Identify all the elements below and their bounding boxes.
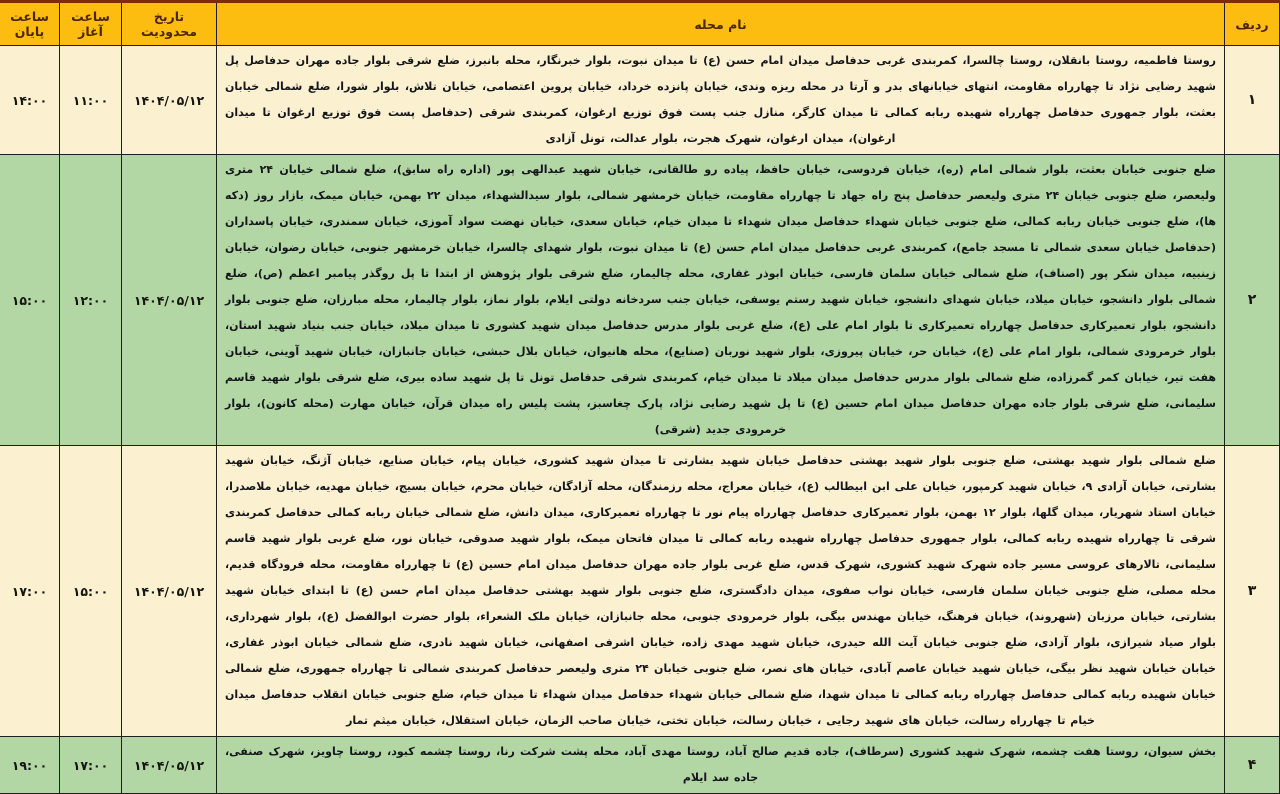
header-area-name: نام محله [217, 2, 1225, 46]
row-number-cell: ۳ [1225, 446, 1280, 737]
row-number-cell: ۴ [1225, 737, 1280, 794]
area-name-cell: بخش سیوان، روستا هفت چشمه، شهرک شهید کشوری (سرطاف)، جاده قدیم صالح آباد، روستا مهدی آباد، محله پشت شرکت رنا، روستا چشمه کبود، روستا چاویز، شهرک صنفی، جاده سد ایلام [217, 737, 1225, 794]
area-name-cell: ضلع شمالی بلوار شهید بهشتی، ضلع جنوبی بلوار شهید بهشتی حدفاصل خیابان شهید بشارتی تا میدان شهید کشوری، خیابان پیام، خیابان صنایع، خیابان آژنگ، خیابان شهید بشارتی، خیابان آزادی ۹، خیابان شهید کرمپور، خیابان علی ابن ابیطالب (ع)، خیابان معراج، محله رزمندگان، محله آزادگان، خیابان محرم، خیابان بسیج، خیابان مهدیه، خیابان ملاصدرا، خیابان استاد شهریار، میدان گلها، بلوار ۱۲ بهمن، بلوار تعمیرکاری حدفاصل چهارراه پیام نور تا چهارراه تعمیرکاری، میدان دانش، ضلع شمالی خیابان ربابه کمالی حدفاصل کمربندی شرقی تا چهارراه شهیده ربابه کمالی، بلوار جمهوری حدفاصل چهارراه شهیده ربابه کمالی تا میدان فاتحان میمک، بلوار شهید صدوقی، خیابان نور، ضلع غربی بلوار شهید قاسم سلیمانی، تالارهای عروسی مسیر جاده شهرک شهید کشوری، شهرک قدس، ضلع غربی بلوار جاده مهران حدفاصل میدان امام حسین (ع) تا چهارراه مقاومت، محله فرودگاه قدیم، محله مصلی، ضلع جنوبی خیابان سلمان فارسی، خیابان نواب صفوی، میدان دادگستری، ضلع جنوبی بلوار شهید بهشتی حدفاصل میدان امام حسن (ع) تا ابتدای خیابان شهید بشارتی، خیابان مرزبان (شهروند)، خیابان فرهنگ، خیابان مهندس بیگی، بلوار خرمرودی جنوبی، محله جانبازان، خیابان ملک الشعراء، بلوار حضرت ابوالفضل (ع)، بلوار شهرداری، بلوار صیاد شیرازی، بلوار آزادی، ضلع جنوبی خیابان آیت الله حیدری، خیابان شهید مهدی زاده، خیابان اشرفی اصفهانی، خیابان شهید نادری، ضلع شمالی خیابان ابوذر غفاری، خیابان خیابان شهید نظر بیگی، خیابان شهید خیابان عاصم آبادی، خیابان های نصر، ضلع جنوبی خیابان ۲۴ متری ولیعصر حدفاصل کمربندی شمالی تا چهارراه جمهوری، ضلع شمالی خیابان شهیده ربابه کمالی حدفاصل چهارراه ربابه کمالی تا میدان شهدا، ضلع شمالی خیابان شهداء حدفاصل میدان شهداء تا میدان خیام، ضلع جنوبی خیابان انقلاب حدفاصل میدان خیام تا چهارراه رسالت، خیابان های شهید رجایی ، خیابان رسالت، خیابان تختی، خیابان صاحب الزمان، خیابان استقلال، خیابان میثم تمار [217, 446, 1225, 737]
table-row [0, 46, 1280, 155]
header-restriction-date: تاریخ محدودیت [122, 2, 217, 46]
row-number-cell: ۱ [1225, 46, 1280, 155]
restriction-date-cell: ۱۴۰۴/۰۵/۱۲ [122, 155, 217, 446]
row-number-cell: ۲ [1225, 155, 1280, 446]
end-time-cell: ۱۵:۰۰ [0, 155, 60, 446]
restriction-date-cell: ۱۴۰۴/۰۵/۱۲ [122, 737, 217, 794]
header-end-time: ساعت پایان [0, 2, 60, 46]
area-name-cell: ضلع جنوبی خیابان بعثت، بلوار شمالی امام (ره)، خیابان فردوسی، خیابان حافظ، پیاده رو طالقانی، خیابان شهید عبدالهی پور (اداره راه سابق)، ضلع شمالی خیابان ۲۴ متری ولیعصر، ضلع جنوبی خیابان ۲۴ متری ولیعصر حدفاصل پنج راه جهاد تا چهارراه مقاومت، خیابان خرمشهر شمالی، بلوار سیدالشهداء، میدان ۲۲ بهمن، خیابان میمک، بازار روز (دکه ها)، ضلع جنوبی خیابان ربابه کمالی، ضلع جنوبی خیابان شهداء حدفاصل میدان شهداء تا میدان خیام، خیابان سعدی، خیابان نهضت سواد آموزی، خیابان سمندری، خیابان پاسداران (حدفاصل خیابان سعدی شمالی تا مسجد جامع)، کمربندی غربی حدفاصل میدان امام حسن (ع) تا میدان نبوت، بلوار شهدای چالسرا، خیابان خرمشهر جنوبی، خیابان رضوان، خیابان زینبیه، میدان شکر پور (اصناف)، ضلع شمالی خیابان سلمان فارسی، خیابان ابوذر غفاری، محله چالیمار، ضلع شرقی بلوار پژوهش از ابتدا تا پل روگذر پیامبر اعظم (ص)، ضلع شمالی بلوار دانشجو، خیابان میلاد، خیابان شهدای دانشجو، خیابان شهید رستم یوسفی، خیابان جنب سردخانه دولتی ایلام، بلوار نماز، بلوار چالیمار، محله مبارزان، ضلع جنوبی بلوار دانشجو، بلوار تعمیرکاری حدفاصل چهارراه تعمیرکاری تا بلوار امام علی (ع)، ضلع غربی بلوار مدرس حدفاصل میدان شهید کشوری تا میدان میلاد، خیابان جنب بنیاد شهید استان، بلوار خرمرودی شمالی، بلوار امام علی (ع)، خیابان حر، خیابان پیروزی، بلوار شهید نوربان (صنایع)، محله هانیوان، خیابان بلال حبشی، خیابان جانبازان، خیابان شهید آوینی، خیابان هفت تیر، خیابان کمر گمرزاده، ضلع شمالی بلوار مدرس حدفاصل میدان میلاد تا میدان خیام، کمربندی شرقی حدفاصل تونل تا پل شهید ساده بیری، ضلع شرقی بلوار شهید قاسم سلیمانی، ضلع شرقی بلوار جاده مهران حدفاصل میدان امام حسین (ع) تا پل شهید رضایی نژاد، پارک چغاسبز، پشت پلیس راه میدان قرآن، خیابان مهارت (محله کانون)، بلوار خرمرودی جدید (شرقی) [217, 155, 1225, 446]
restriction-date-cell: ۱۴۰۴/۰۵/۱۲ [122, 446, 217, 737]
start-time-cell: ۱۷:۰۰ [60, 737, 122, 794]
end-time-cell: ۱۷:۰۰ [0, 446, 60, 737]
table-row [0, 446, 1280, 737]
header-row-number: ردیف [1225, 2, 1280, 46]
area-name-cell: روستا فاطمیه، روستا بانقلان، روستا چالسرا، کمربندی غربی حدفاصل میدان امام حسن (ع) تا میدان نبوت، بلوار خبرنگار، محله بانبرز، ضلع شرقی بلوار جاده مهران حدفاصل پل شهید رضایی نژاد تا چهارراه مقاومت، انتهای خیابانهای بدر و آرتا در محله ریزه وندی، خیابان پانزده خرداد، خیابان پروین اعتصامی، خیابان تلاش، بلوار شورا، ضلع شمالی خیابان بعثت، بلوار جمهوری حدفاصل چهارراه شهیده ربابه کمالی تا میدان کارگر، منازل جنب پست فوق توزیع ارغوان، کمربندی شرقی (حدفاصل پست فوق توزیع ارغوان تا میدان ارغوان)، میدان ارغوان، شهرک هجرت، بلوار عدالت، تونل آزادی [217, 46, 1225, 155]
header-start-time: ساعت آغاز [60, 2, 122, 46]
restriction-date-cell: ۱۴۰۴/۰۵/۱۲ [122, 46, 217, 155]
start-time-cell: ۱۲:۰۰ [60, 155, 122, 446]
end-time-cell: ۱۴:۰۰ [0, 46, 60, 155]
start-time-cell: ۱۵:۰۰ [60, 446, 122, 737]
header-row [0, 2, 1280, 46]
table-row [0, 737, 1280, 794]
end-time-cell: ۱۹:۰۰ [0, 737, 60, 794]
table-row [0, 155, 1280, 446]
start-time-cell: ۱۱:۰۰ [60, 46, 122, 155]
